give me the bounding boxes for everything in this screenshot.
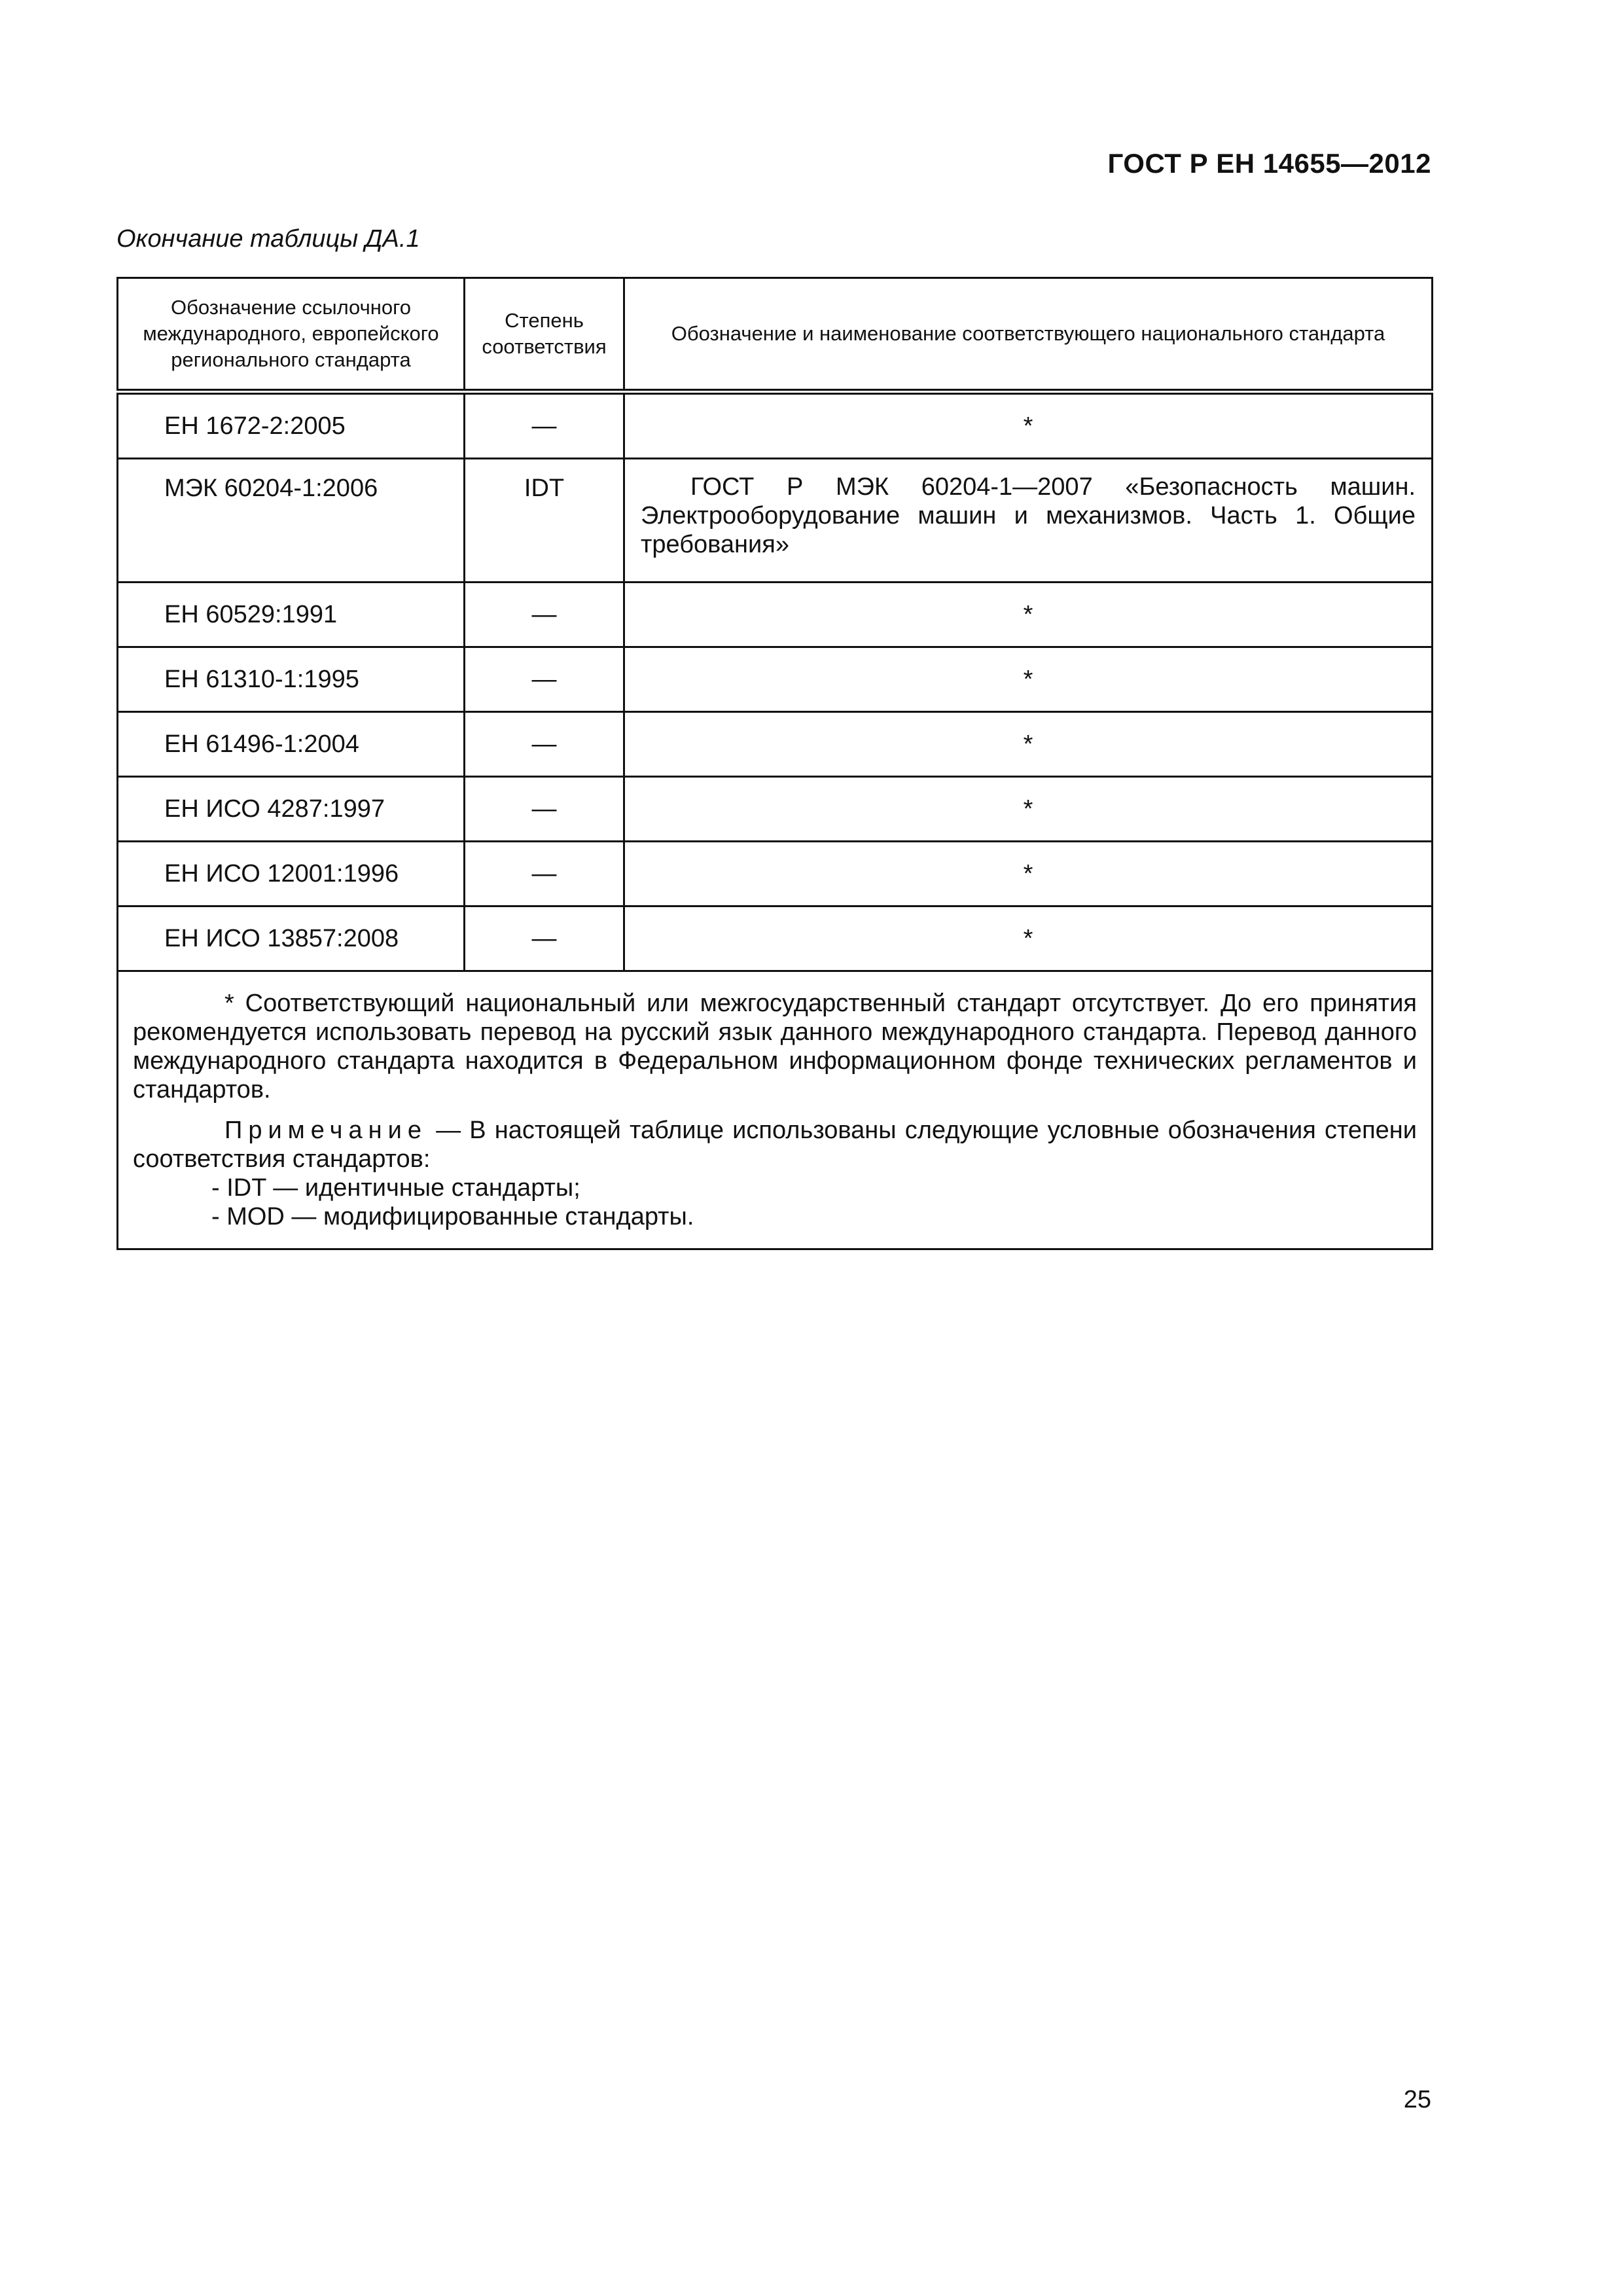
footnote-text: * Соответствующий национальный или межгосударственный стандарт отсутствует. До его принятия рекомендуется использовать перевод на русский язык данного международного стандарта. Перевод данного международного стандарта находится в Федеральном информационном фонде технических регламентов и стандартов. <box>133 990 1417 1103</box>
row-degree: — <box>465 392 624 459</box>
row-designation: ЕН ИСО 4287:1997 <box>118 777 465 842</box>
column-header-degree: Степень соответствия <box>465 278 624 392</box>
row-degree: IDT <box>465 459 624 583</box>
note-paragraph <box>133 1116 1417 1174</box>
table-row <box>118 712 1433 777</box>
table-row <box>118 459 1433 583</box>
row-national: * <box>624 647 1433 712</box>
row-designation: ЕН 1672-2:2005 <box>118 392 465 459</box>
footnote-cell <box>118 971 1433 1249</box>
note-item-idt: - IDT — идентичные стандарты; <box>211 1174 580 1202</box>
row-degree: — <box>465 647 624 712</box>
note-label: Примечание <box>224 1117 427 1144</box>
row-national: * <box>624 583 1433 647</box>
row-national: * <box>624 392 1433 459</box>
row-designation: ЕН 61496-1:2004 <box>118 712 465 777</box>
table-row <box>118 392 1433 459</box>
table-caption: Окончание таблицы ДА.1 <box>116 225 420 253</box>
row-national: * <box>624 842 1433 906</box>
note-text: — В настоящей таблице использованы следующие условные обозначения степени соответствия стандартов: <box>133 1117 1417 1173</box>
row-designation: ЕН ИСО 12001:1996 <box>118 842 465 906</box>
column-header-designation: Обозначение ссылочного международного, европейского регионального стандарта <box>118 278 465 392</box>
table-row <box>118 647 1433 712</box>
row-designation: ЕН 61310-1:1995 <box>118 647 465 712</box>
row-designation: ЕН 60529:1991 <box>118 583 465 647</box>
row-degree: — <box>465 777 624 842</box>
row-degree: — <box>465 712 624 777</box>
table-header-row <box>118 278 1433 392</box>
document-code: ГОСТ Р ЕН 14655—2012 <box>1107 148 1431 179</box>
row-designation: МЭК 60204-1:2006 <box>118 459 465 583</box>
row-degree: — <box>465 842 624 906</box>
row-degree: — <box>465 583 624 647</box>
row-designation: ЕН ИСО 13857:2008 <box>118 906 465 971</box>
page-number: 25 <box>1403 2086 1431 2113</box>
row-national: ГОСТ Р МЭК 60204-1—2007 «Безопасность машин. Электрооборудование машин и механизмов. Часть 1. Общие требования» <box>624 459 1433 583</box>
row-national: * <box>624 906 1433 971</box>
table-row <box>118 777 1433 842</box>
standards-table <box>116 277 1433 1250</box>
table-row <box>118 906 1433 971</box>
row-national: * <box>624 777 1433 842</box>
column-header-national: Обозначение и наименование соответствующего национального стандарта <box>624 278 1433 392</box>
table-row <box>118 842 1433 906</box>
note-item-mod: - MOD — модифицированные стандарты. <box>211 1203 694 1230</box>
table-row <box>118 583 1433 647</box>
row-national: * <box>624 712 1433 777</box>
table-footnote-row <box>118 971 1433 1249</box>
row-degree: — <box>465 906 624 971</box>
